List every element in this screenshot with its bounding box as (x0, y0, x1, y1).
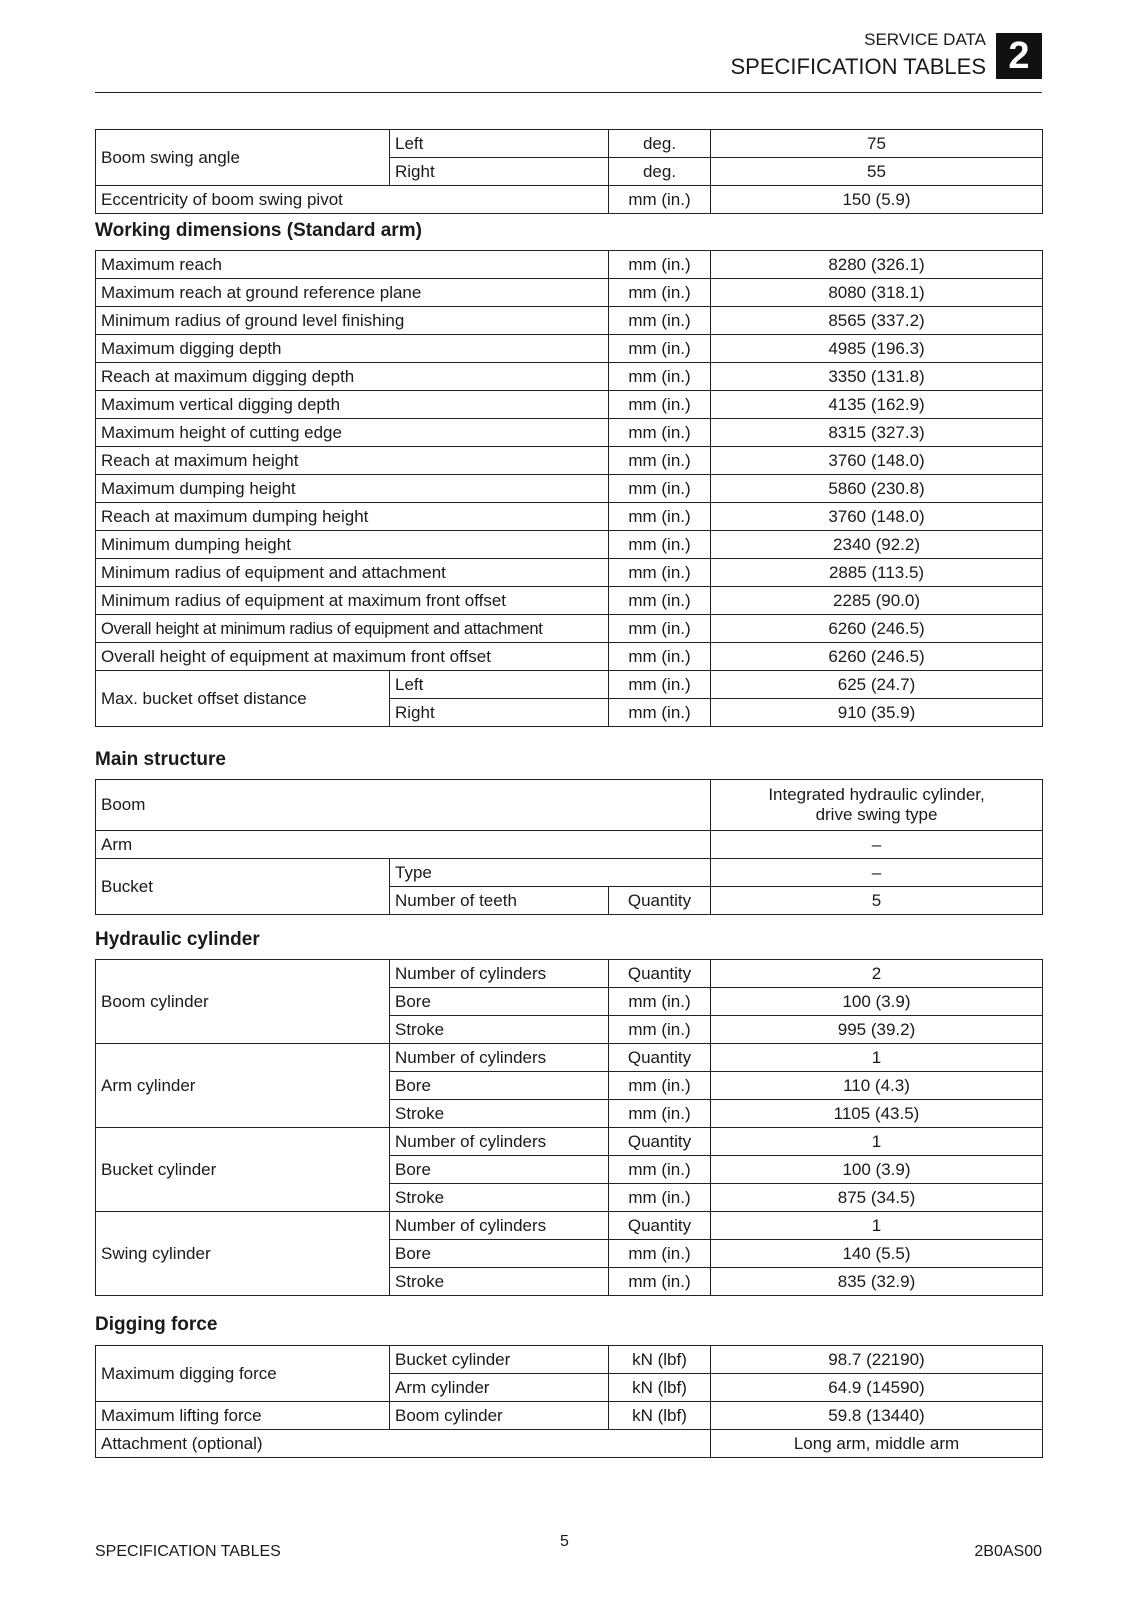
value-cell: 5 (711, 887, 1043, 915)
unit-cell: mm (in.) (609, 363, 711, 391)
value-cell: 2885 (113.5) (711, 559, 1043, 587)
page-number: 5 (560, 1533, 569, 1550)
sub-label: Right (390, 158, 609, 186)
unit-cell: mm (in.) (609, 279, 711, 307)
unit-cell: mm (in.) (609, 447, 711, 475)
unit-cell: mm (in.) (609, 615, 711, 643)
row-label: Overall height at minimum radius of equipment and attachment (96, 615, 609, 643)
footer-left: SPECIFICATION TABLES (95, 1543, 281, 1560)
value-line: Integrated hydraulic cylinder, (768, 785, 985, 804)
sub-label: Left (390, 130, 609, 158)
unit-cell: mm (in.) (609, 1016, 711, 1044)
header-subtitle: SERVICE DATA (864, 30, 986, 49)
table-row (96, 307, 1043, 335)
value-cell: 100 (3.9) (711, 988, 1043, 1016)
unit-cell: mm (in.) (609, 307, 711, 335)
unit-cell: Quantity (609, 1128, 711, 1156)
value-cell: 8280 (326.1) (711, 251, 1043, 279)
table-row (96, 419, 1043, 447)
value-cell: 1 (711, 1128, 1043, 1156)
value-cell: 2285 (90.0) (711, 587, 1043, 615)
sub-label: Right (390, 699, 609, 727)
value-cell: 55 (711, 158, 1043, 186)
row-label: Maximum dumping height (96, 475, 609, 503)
header-title: SPECIFICATION TABLES (730, 54, 986, 79)
table-row (96, 960, 1043, 988)
table-row (96, 335, 1043, 363)
table-row (96, 363, 1043, 391)
row-label: Swing cylinder (96, 1212, 390, 1296)
value-cell: 6260 (246.5) (711, 643, 1043, 671)
unit-cell: mm (in.) (609, 1156, 711, 1184)
sub-label: Stroke (390, 1016, 609, 1044)
table-row (96, 780, 1043, 831)
unit-cell: mm (in.) (609, 335, 711, 363)
table-row (96, 1128, 1043, 1156)
value-cell: 875 (34.5) (711, 1184, 1043, 1212)
unit-cell: kN (lbf) (609, 1346, 711, 1374)
value-cell: Long arm, middle arm (711, 1430, 1043, 1458)
sub-label: Number of teeth (390, 887, 609, 915)
value-cell: – (711, 859, 1043, 887)
table-row (96, 859, 1043, 887)
value-cell: 3760 (148.0) (711, 447, 1043, 475)
table-row (96, 391, 1043, 419)
section-title-main-structure: Main structure (95, 749, 226, 770)
sub-label: Number of cylinders (390, 1044, 609, 1072)
unit-cell: mm (in.) (609, 186, 711, 214)
value-cell: – (711, 831, 1043, 859)
unit-cell: mm (in.) (609, 559, 711, 587)
row-label: Attachment (optional) (96, 1430, 711, 1458)
row-label: Reach at maximum digging depth (96, 363, 609, 391)
unit-cell: mm (in.) (609, 1072, 711, 1100)
table-row (96, 559, 1043, 587)
chapter-badge: 2 (996, 33, 1042, 79)
value-cell: 8315 (327.3) (711, 419, 1043, 447)
unit-cell: mm (in.) (609, 251, 711, 279)
value-cell: 1105 (43.5) (711, 1100, 1043, 1128)
table-row (96, 475, 1043, 503)
row-label: Eccentricity of boom swing pivot (96, 186, 609, 214)
page-header (95, 28, 1042, 93)
hydraulic-cylinder-table (95, 959, 1043, 1296)
unit-cell: deg. (609, 158, 711, 186)
table-row (96, 615, 1043, 643)
table-row (96, 831, 1043, 859)
value-cell: 4985 (196.3) (711, 335, 1043, 363)
sub-label: Bore (390, 988, 609, 1016)
value-cell: 625 (24.7) (711, 671, 1043, 699)
value-cell: 1 (711, 1044, 1043, 1072)
table-row (96, 130, 1043, 158)
row-label: Boom swing angle (96, 130, 390, 186)
boom-swing-table (95, 129, 1043, 214)
sub-label: Left (390, 671, 609, 699)
unit-cell: Quantity (609, 887, 711, 915)
sub-label: Stroke (390, 1268, 609, 1296)
main-structure-table (95, 779, 1043, 915)
working-dimensions-table (95, 250, 1043, 727)
unit-cell: mm (in.) (609, 531, 711, 559)
sub-label: Bore (390, 1156, 609, 1184)
table-row (96, 251, 1043, 279)
unit-cell: mm (in.) (609, 1184, 711, 1212)
value-cell (711, 780, 1043, 831)
row-label: Reach at maximum height (96, 447, 609, 475)
row-label: Minimum radius of ground level finishing (96, 307, 609, 335)
row-label: Maximum reach (96, 251, 609, 279)
sub-label: Bucket cylinder (390, 1346, 609, 1374)
unit-cell: mm (in.) (609, 503, 711, 531)
row-label: Boom (96, 780, 711, 831)
unit-cell: kN (lbf) (609, 1374, 711, 1402)
unit-cell: mm (in.) (609, 1268, 711, 1296)
table-row (96, 587, 1043, 615)
row-label: Max. bucket offset distance (96, 671, 390, 727)
sub-label: Bore (390, 1240, 609, 1268)
value-cell: 64.9 (14590) (711, 1374, 1043, 1402)
value-cell: 8565 (337.2) (711, 307, 1043, 335)
value-cell: 995 (39.2) (711, 1016, 1043, 1044)
unit-cell: mm (in.) (609, 643, 711, 671)
header-text (730, 30, 986, 81)
sub-label: Stroke (390, 1184, 609, 1212)
table-row (96, 1430, 1043, 1458)
unit-cell: mm (in.) (609, 587, 711, 615)
table-row (96, 531, 1043, 559)
value-cell: 75 (711, 130, 1043, 158)
unit-cell: mm (in.) (609, 391, 711, 419)
row-label: Minimum radius of equipment at maximum front offset (96, 587, 609, 615)
value-cell: 3350 (131.8) (711, 363, 1043, 391)
unit-cell: Quantity (609, 960, 711, 988)
table-row (96, 1402, 1043, 1430)
value-cell: 98.7 (22190) (711, 1346, 1043, 1374)
section-title-hydraulic: Hydraulic cylinder (95, 929, 260, 950)
value-cell: 59.8 (13440) (711, 1402, 1043, 1430)
row-label: Maximum height of cutting edge (96, 419, 609, 447)
value-cell: 5860 (230.8) (711, 475, 1043, 503)
sub-label: Number of cylinders (390, 1212, 609, 1240)
table-row (96, 643, 1043, 671)
value-cell: 100 (3.9) (711, 1156, 1043, 1184)
row-label: Bucket (96, 859, 390, 915)
value-cell: 2 (711, 960, 1043, 988)
sub-label: Boom cylinder (390, 1402, 609, 1430)
table-row (96, 1212, 1043, 1240)
unit-cell: deg. (609, 130, 711, 158)
value-cell: 4135 (162.9) (711, 391, 1043, 419)
value-line: drive swing type (815, 805, 938, 824)
row-label: Maximum vertical digging depth (96, 391, 609, 419)
row-label: Overall height of equipment at maximum front offset (96, 643, 609, 671)
unit-cell: mm (in.) (609, 1100, 711, 1128)
value-cell: 8080 (318.1) (711, 279, 1043, 307)
footer-right: 2B0AS00 (974, 1543, 1042, 1560)
table-row (96, 279, 1043, 307)
row-label: Maximum digging force (96, 1346, 390, 1402)
row-label: Maximum reach at ground reference plane (96, 279, 609, 307)
unit-cell: mm (in.) (609, 699, 711, 727)
row-label: Maximum digging depth (96, 335, 609, 363)
unit-cell: Quantity (609, 1212, 711, 1240)
unit-cell: mm (in.) (609, 419, 711, 447)
value-cell: 3760 (148.0) (711, 503, 1043, 531)
value-cell: 140 (5.5) (711, 1240, 1043, 1268)
row-label: Minimum dumping height (96, 531, 609, 559)
section-title-digging: Digging force (95, 1314, 218, 1335)
section-title-working: Working dimensions (Standard arm) (95, 220, 422, 241)
sub-label: Number of cylinders (390, 1128, 609, 1156)
value-cell: 1 (711, 1212, 1043, 1240)
row-label: Arm cylinder (96, 1044, 390, 1128)
row-label: Maximum lifting force (96, 1402, 390, 1430)
sub-label: Type (390, 859, 711, 887)
row-label: Minimum radius of equipment and attachment (96, 559, 609, 587)
table-row (96, 503, 1043, 531)
sub-label: Number of cylinders (390, 960, 609, 988)
sub-label: Bore (390, 1072, 609, 1100)
row-label: Boom cylinder (96, 960, 390, 1044)
table-row (96, 1346, 1043, 1374)
value-cell: 150 (5.9) (711, 186, 1043, 214)
unit-cell: mm (in.) (609, 475, 711, 503)
value-cell: 6260 (246.5) (711, 615, 1043, 643)
table-row (96, 447, 1043, 475)
value-cell: 910 (35.9) (711, 699, 1043, 727)
table-row (96, 1044, 1043, 1072)
value-cell: 110 (4.3) (711, 1072, 1043, 1100)
row-label: Reach at maximum dumping height (96, 503, 609, 531)
sub-label: Stroke (390, 1100, 609, 1128)
unit-cell: mm (in.) (609, 1240, 711, 1268)
row-label: Bucket cylinder (96, 1128, 390, 1212)
unit-cell: Quantity (609, 1044, 711, 1072)
table-row (96, 186, 1043, 214)
digging-force-table (95, 1345, 1043, 1458)
sub-label: Arm cylinder (390, 1374, 609, 1402)
unit-cell: kN (lbf) (609, 1402, 711, 1430)
table-row (96, 671, 1043, 699)
unit-cell: mm (in.) (609, 988, 711, 1016)
unit-cell: mm (in.) (609, 671, 711, 699)
value-cell: 2340 (92.2) (711, 531, 1043, 559)
row-label: Arm (96, 831, 711, 859)
value-cell: 835 (32.9) (711, 1268, 1043, 1296)
